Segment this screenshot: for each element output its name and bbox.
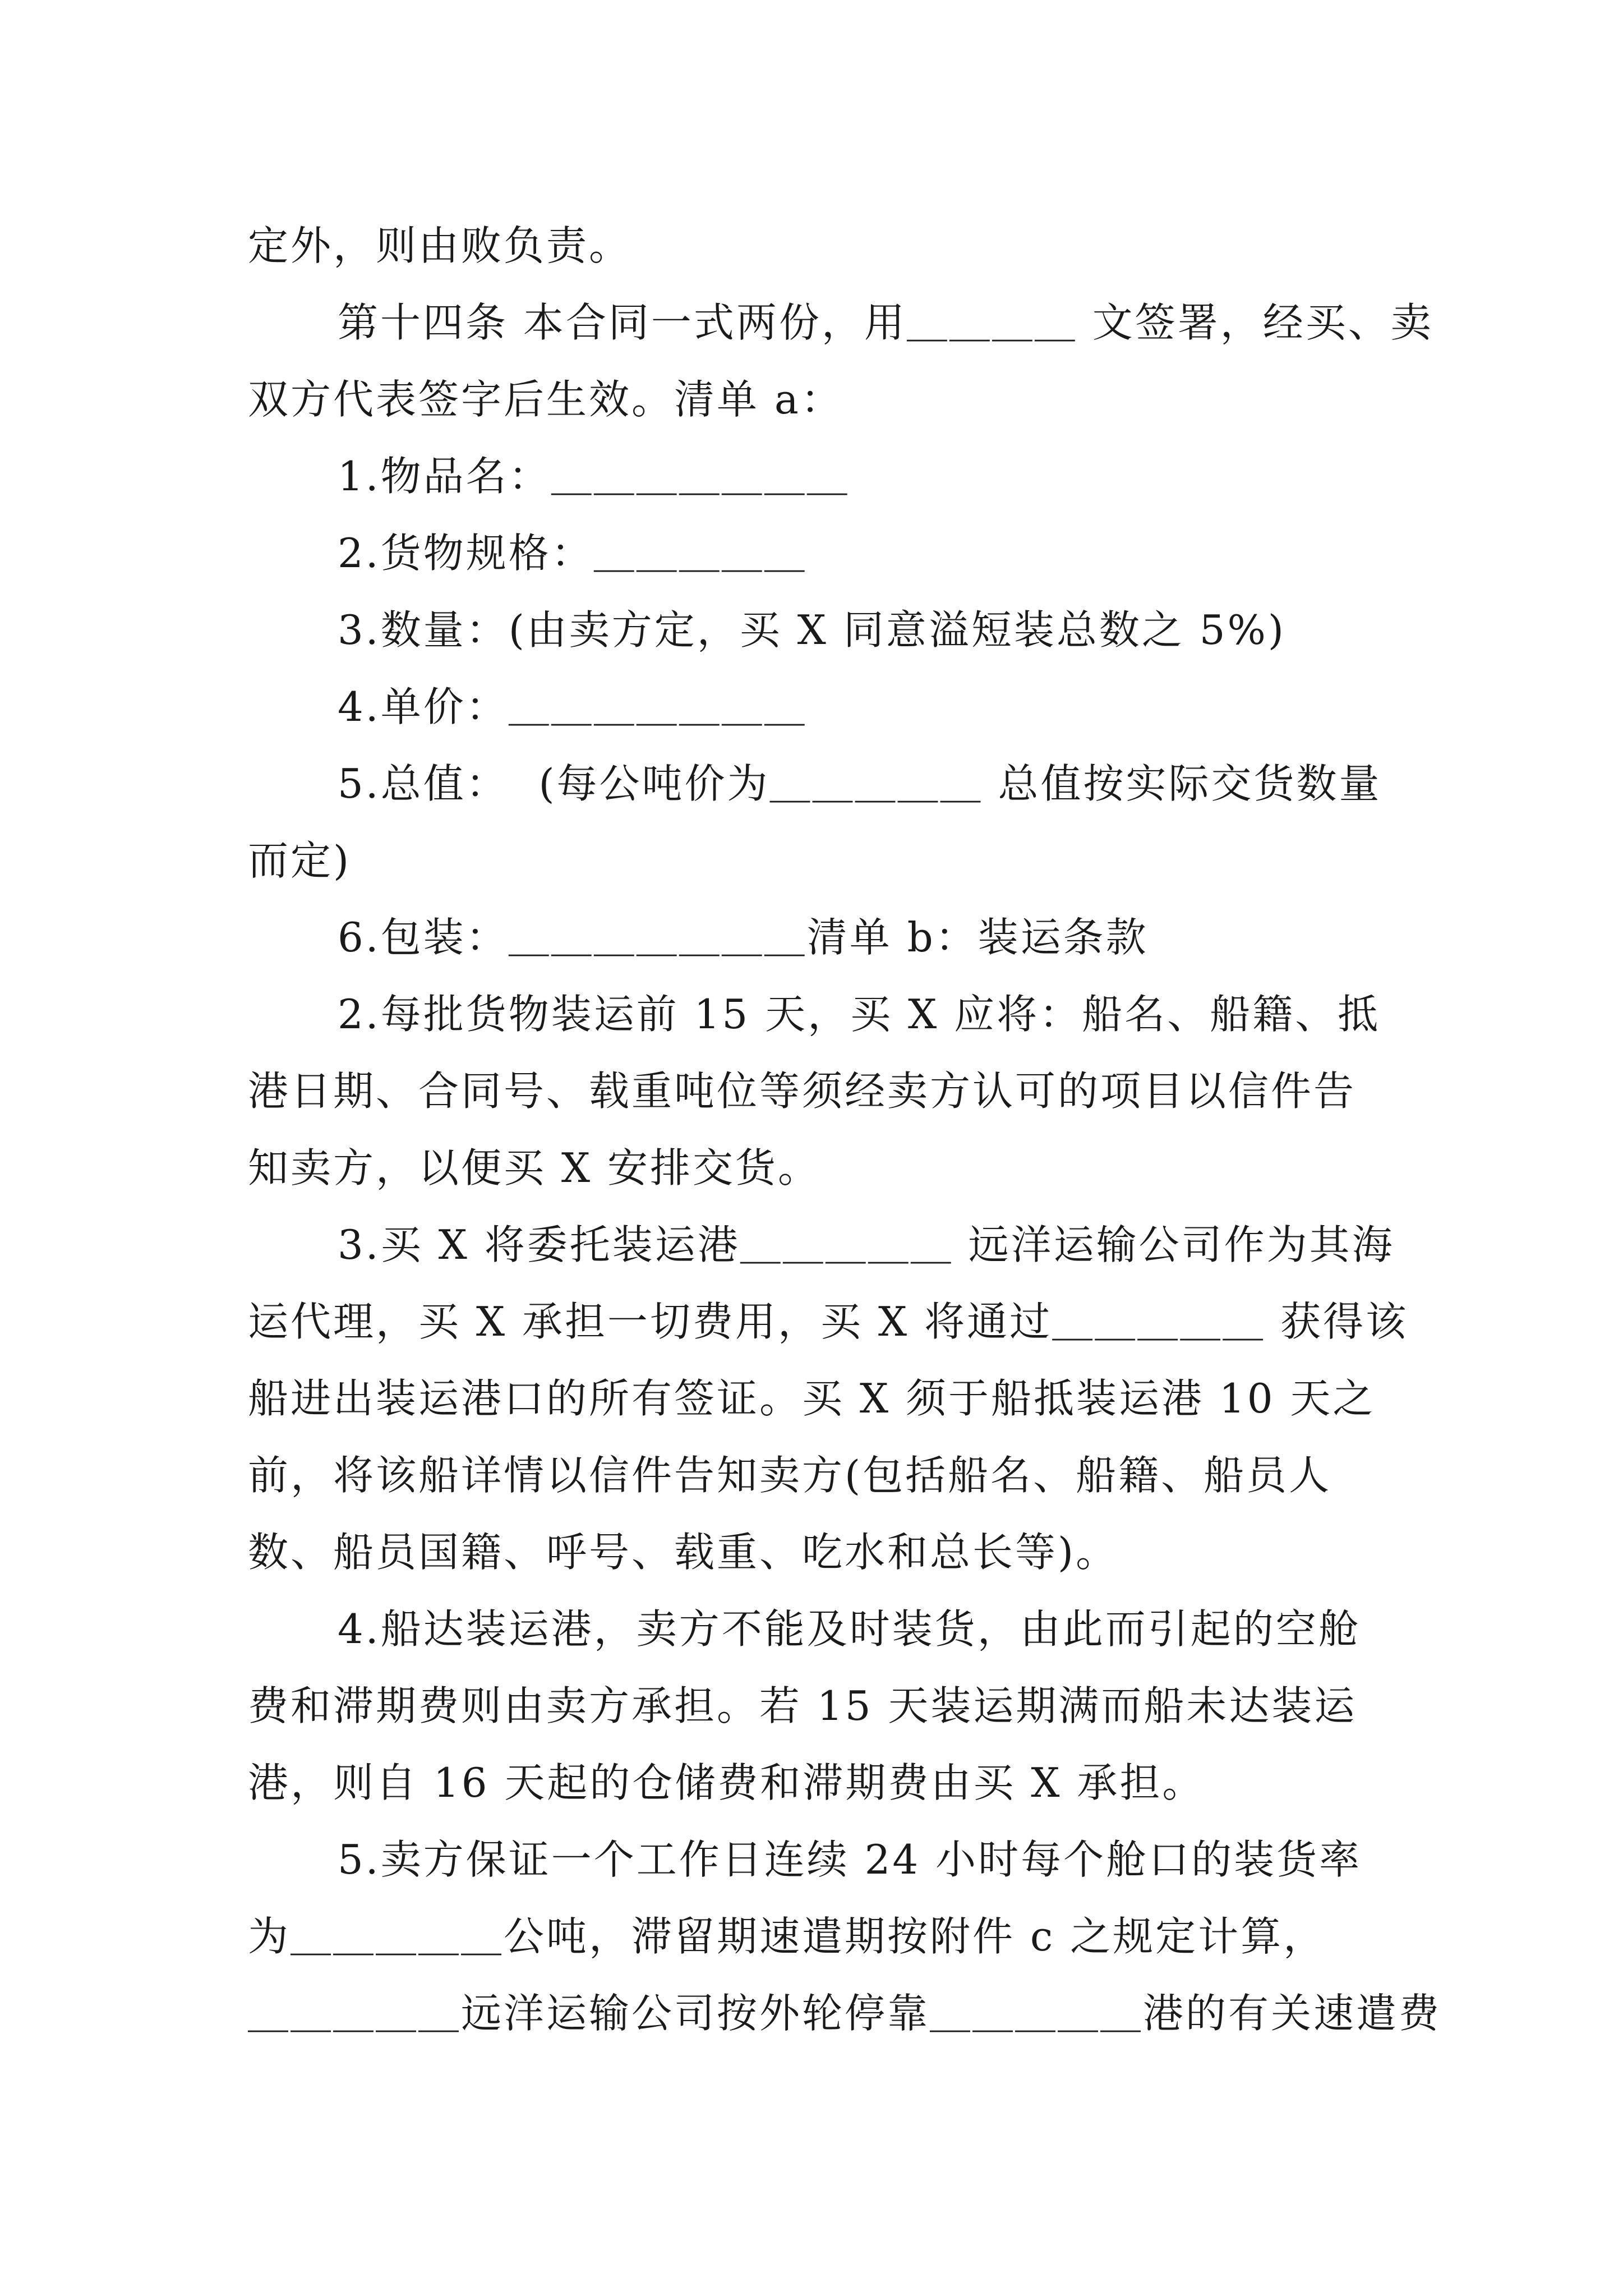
text-line: 2.货物规格：＿＿＿＿＿ <box>338 530 807 577</box>
document-body <box>248 208 1442 2052</box>
text-line: 数、船员国籍、呼号、载重、吃水和总长等)。 <box>248 1529 1119 1576</box>
text-line: 6.包装：＿＿＿＿＿＿＿清单 b：装运条款 <box>338 914 1149 961</box>
text-line: 2.每批货物装运前 15 天，买 X 应将：船名、船籍、抵 <box>338 991 1381 1038</box>
text-line: 4.船达装运港，卖方不能及时装货，由此而引起的空舱 <box>338 1605 1361 1653</box>
text-line: 3.数量：(由卖方定，买 X 同意溢短装总数之 5%) <box>338 606 1287 654</box>
text-line: 前，将该船详情以信件告知卖方(包括船名、船籍、船员人 <box>248 1452 1332 1499</box>
text-line: 双方代表签字后生效。清单 a： <box>248 376 843 423</box>
text-line: 第十四条 本合同一式两份，用＿＿＿＿ 文签署，经买、卖 <box>338 299 1433 346</box>
text-line: 港日期、合同号、载重吨位等须经卖方认可的项目以信件告 <box>248 1068 1357 1115</box>
text-line: 费和滞期费则由卖方承担。若 15 天装运期满而船未达装运 <box>248 1682 1357 1729</box>
text-line: ＿＿＿＿＿远洋运输公司按外轮停靠＿＿＿＿＿港的有关速遣费 <box>248 1990 1442 2037</box>
text-line: 知卖方，以便买 X 安排交货。 <box>248 1144 821 1191</box>
text-line: 定外，则由败负责。 <box>248 222 632 269</box>
text-line: 运代理，买 X 承担一切费用，买 X 将通过＿＿＿＿＿ 获得该 <box>248 1298 1408 1345</box>
text-line: 港，则自 16 天起的仓储费和滞期费由买 X 承担。 <box>248 1759 1205 1806</box>
text-line: 4.单价：＿＿＿＿＿＿＿ <box>338 683 807 730</box>
text-line: 为＿＿＿＿＿公吨，滞留期速遣期按附件 c 之规定计算， <box>248 1913 1326 1960</box>
text-line: 1.物品名：＿＿＿＿＿＿＿ <box>338 453 850 500</box>
text-line: 船进出装运港口的所有签证。买 X 须于船抵装运港 10 天之 <box>248 1375 1376 1422</box>
text-line: 而定) <box>248 837 352 884</box>
text-line: 5.总值： (每公吨价为＿＿＿＿＿ 总值按实际交货数量 <box>338 760 1382 807</box>
text-line: 5.卖方保证一个工作日连续 24 小时每个舱口的装货率 <box>338 1836 1362 1883</box>
text-line: 3.买 X 将委托装运港＿＿＿＿＿ 远洋运输公司作为其海 <box>338 1221 1395 1268</box>
